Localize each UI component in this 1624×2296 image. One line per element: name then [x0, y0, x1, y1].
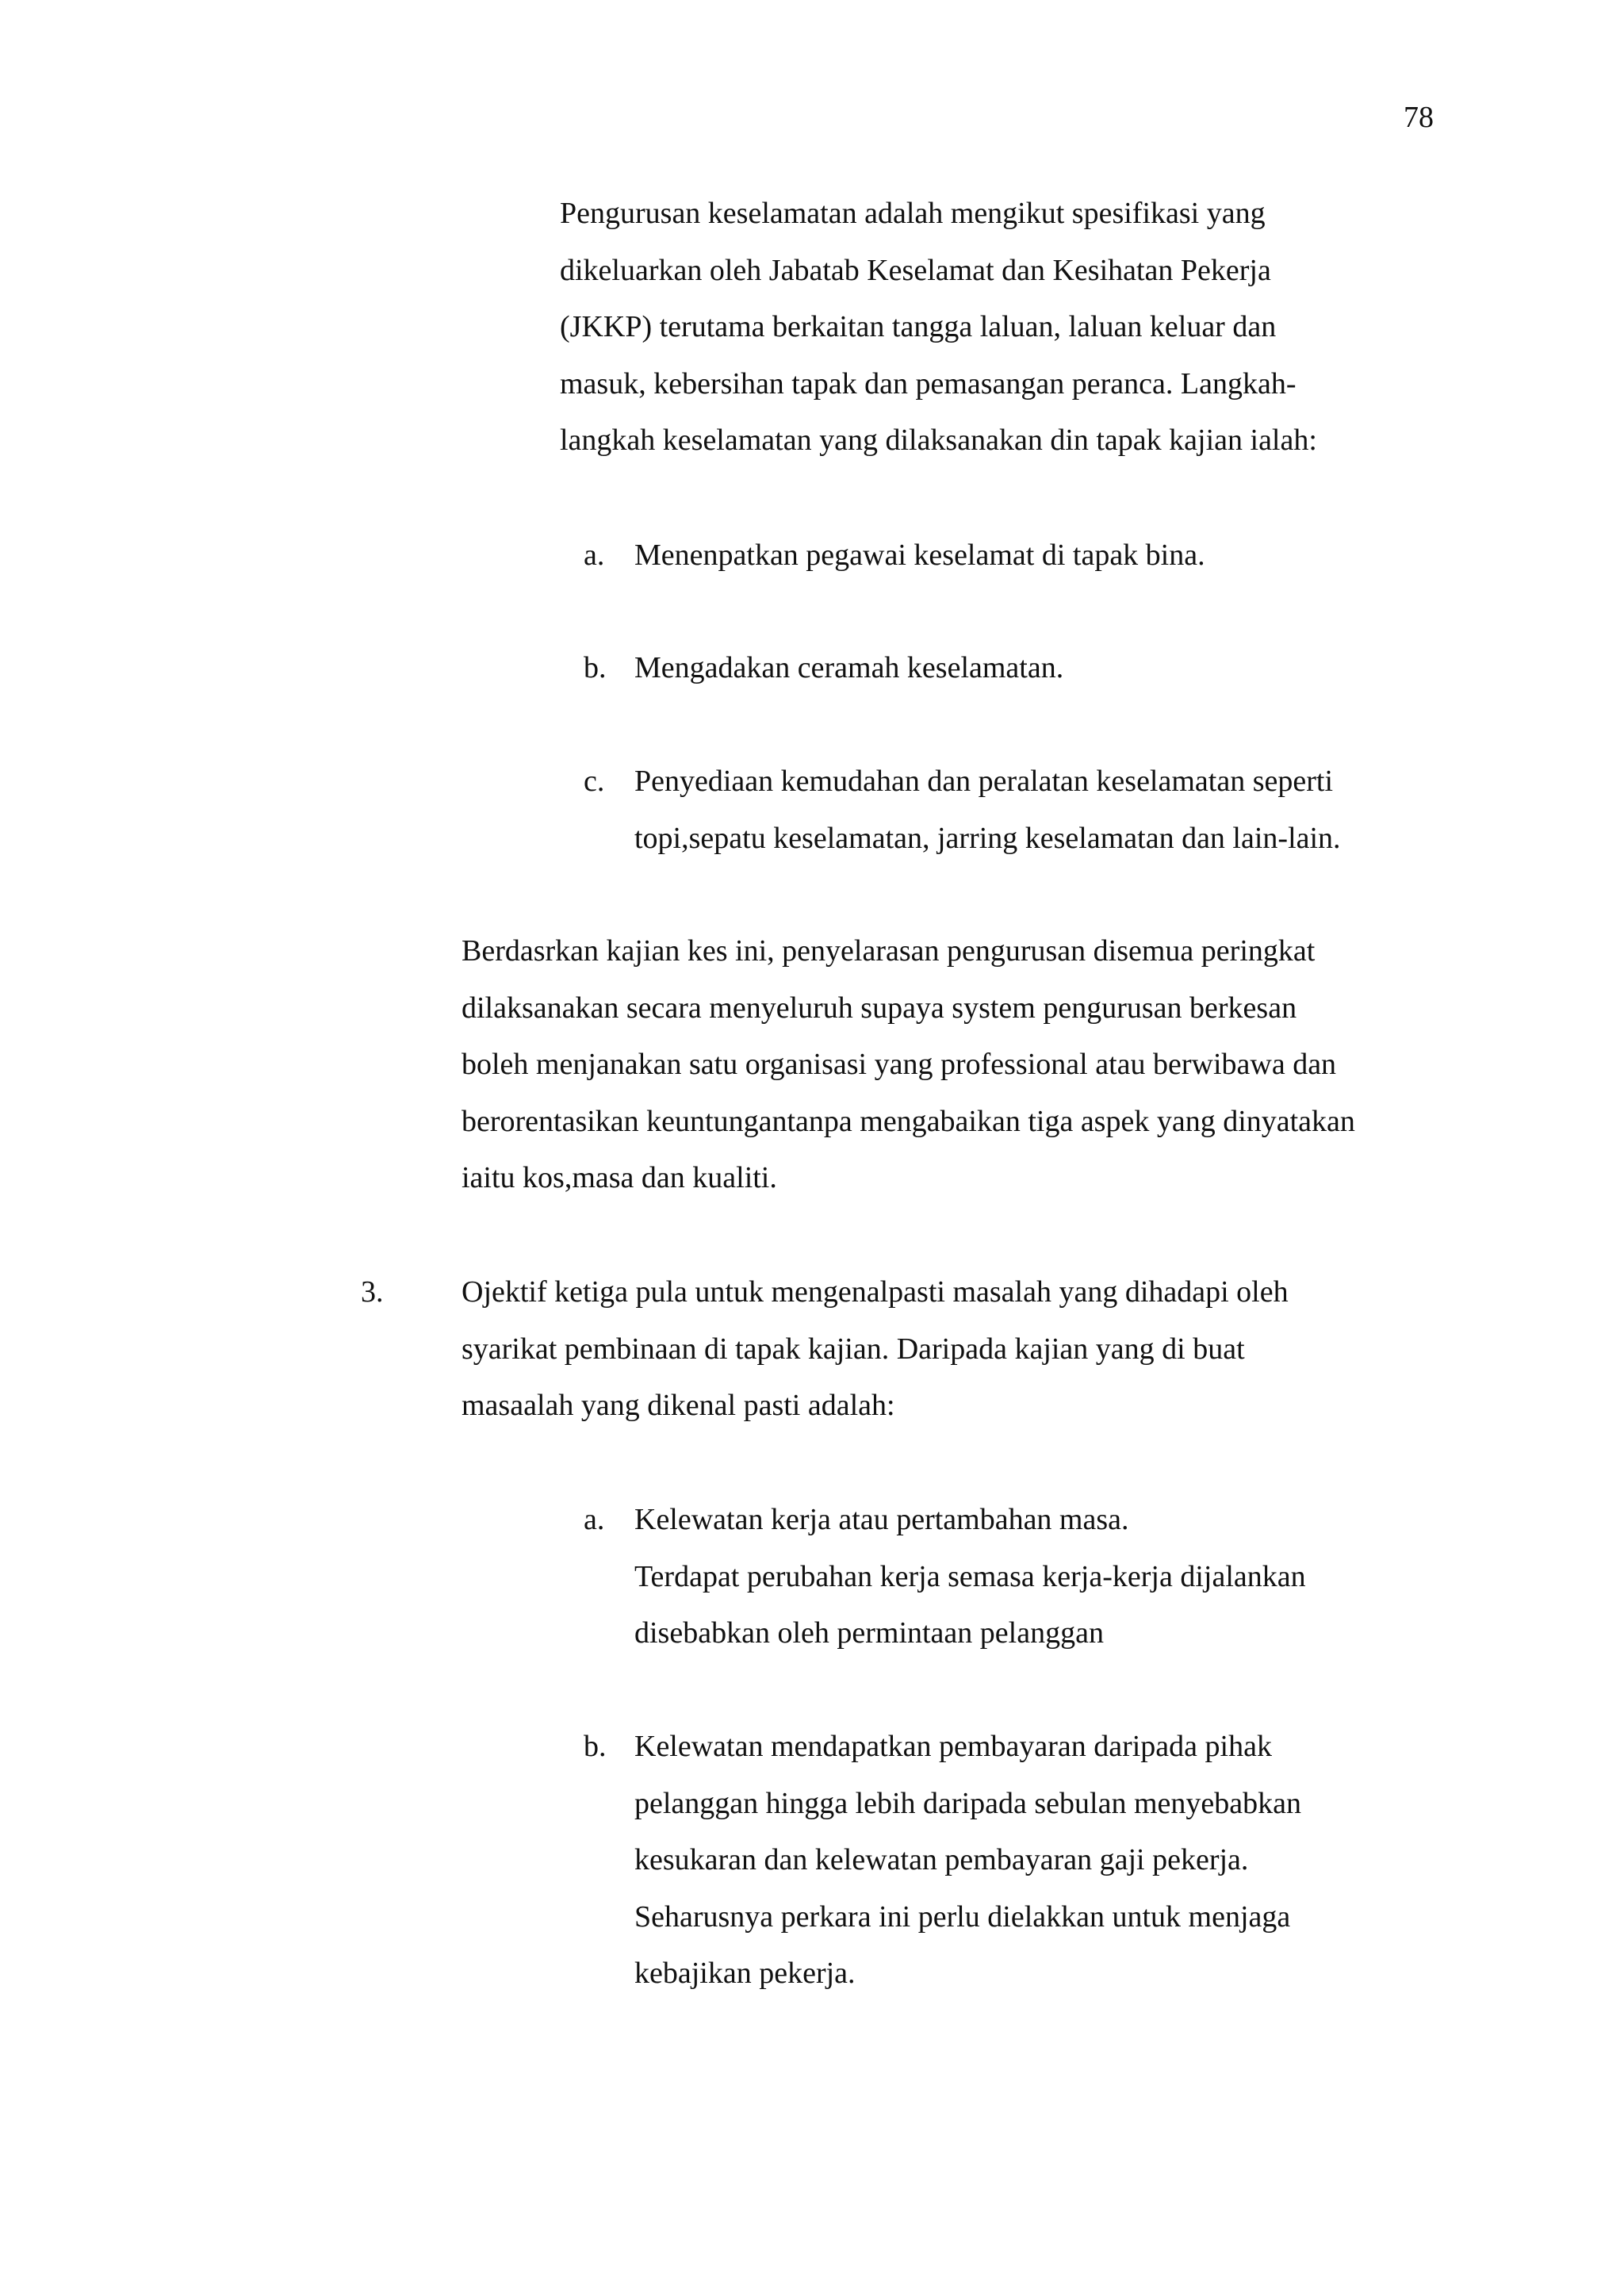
- list-marker: a.: [584, 1503, 605, 1536]
- list-marker: a.: [584, 539, 605, 572]
- objective-text: [462, 1264, 1289, 1435]
- text-line: Terdapat perubahan kerja semasa kerja-kerja dijalankan: [634, 1559, 1306, 1593]
- list-item-text: [634, 527, 1205, 585]
- text-line: iaitu kos,masa dan kualiti.: [462, 1161, 777, 1194]
- text-line: disebabkan oleh permintaan pelanggan: [634, 1616, 1104, 1650]
- text-line: Penyediaan kemudahan dan peralatan keselamatan seperti: [634, 765, 1333, 798]
- text-line: Berdasrkan kajian kes ini, penyelarasan pengurusan disemua peringkat: [462, 934, 1316, 968]
- list-item-text: [634, 753, 1341, 867]
- text-line: kebajikan pekerja.: [634, 1957, 856, 1990]
- text-line: kesukaran dan kelewatan pembayaran gaji pekerja.: [634, 1843, 1249, 1876]
- text-line: Pengurusan keselamatan adalah mengikut spesifikasi yang: [560, 197, 1266, 230]
- text-line: langkah keselamatan yang dilaksanakan din tapak kajian ialah:: [560, 424, 1317, 457]
- text-line: boleh menjanakan satu organisasi yang professional atau berwibawa dan: [462, 1048, 1337, 1081]
- text-line: Mengadakan ceramah keselamatan.: [634, 651, 1064, 684]
- text-line: masaalah yang dikenal pasti adalah:: [462, 1389, 895, 1422]
- text-line: pelanggan hingga lebih daripada sebulan menyebabkan: [634, 1786, 1301, 1820]
- paragraph-safety: [560, 186, 1317, 470]
- text-line: Menenpatkan pegawai keselamat di tapak bina.: [634, 539, 1205, 572]
- list-item-text: [634, 1719, 1301, 2003]
- text-line: (JKKP) terutama berkaitan tangga laluan, laluan keluar dan: [560, 310, 1277, 343]
- text-line: dilaksanakan secara menyeluruh supaya system pengurusan berkesan: [462, 991, 1297, 1025]
- paragraph-conclusion: [462, 923, 1355, 1207]
- text-line: topi,sepatu keselamatan, jarring keselamatan dan lain-lain.: [634, 821, 1341, 855]
- list-marker: c.: [584, 765, 605, 798]
- list-marker: b.: [584, 1730, 607, 1763]
- objective-number: 3.: [361, 1275, 384, 1309]
- text-line: masuk, kebersihan tapak dan pemasangan peranca. Langkah-: [560, 366, 1297, 401]
- list-item-text: [634, 1492, 1306, 1662]
- text-line: Ojektif ketiga pula untuk mengenalpasti masalah yang dihadapi oleh: [462, 1275, 1289, 1309]
- text-line: Kelewatan mendapatkan pembayaran daripada pihak: [634, 1730, 1272, 1763]
- page-number: 78: [1404, 101, 1434, 134]
- text-line: berorentasikan keuntungantanpa mengabaikan tiga aspek yang dinyatakan: [462, 1104, 1355, 1138]
- text-line: Kelewatan kerja atau pertambahan masa.: [634, 1503, 1129, 1536]
- list-item-text: [634, 640, 1063, 697]
- text-line: Seharusnya perkara ini perlu dielakkan untuk menjaga: [634, 1899, 1291, 1934]
- list-marker: b.: [584, 651, 607, 684]
- text-line: dikeluarkan oleh Jabatab Keselamat dan Kesihatan Pekerja: [560, 253, 1271, 287]
- text-line: syarikat pembinaan di tapak kajian. Daripada kajian yang di buat: [462, 1332, 1245, 1366]
